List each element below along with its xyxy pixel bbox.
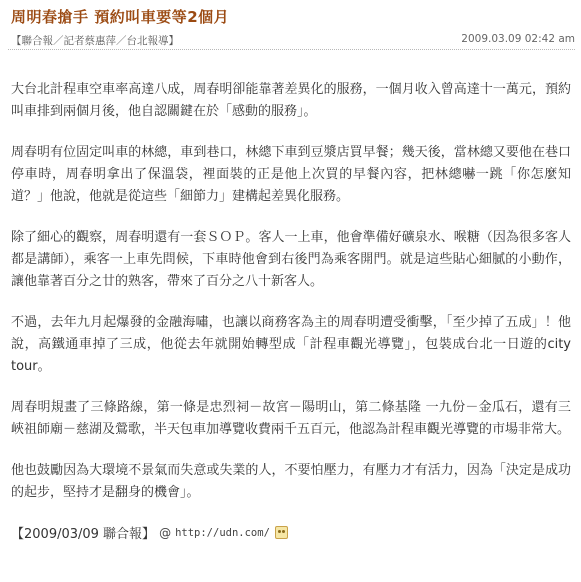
byline-row bbox=[8, 33, 575, 50]
article-byline: 【聯合報／記者蔡惠萍／台北報導】 bbox=[11, 35, 179, 47]
footer-source: 【2009/03/09 聯合報】 bbox=[11, 527, 156, 542]
article-paragraph-2: 周春明有位固定叫車的林總，車到巷口，林總下車到豆漿店買早餐；幾天後，當林總又要他在巷口停車時，周春明拿出了保溫袋，裡面裝的正是他上次買的早餐內容，把林總嚇一跳「你怎麼知道？」他說，他就是從這些「細節力」建構起差異化服務。 bbox=[11, 145, 571, 204]
article-body bbox=[11, 79, 571, 542]
article-paragraph-1: 大台北計程車空車率高達八成，周春明卻能靠著差異化的服務，一個月收入曾高達十一萬元，預約叫車排到兩個月後，他自認關鍵在於「感動的服務」。 bbox=[11, 82, 571, 119]
article-paragraph-6: 他也鼓勵因為大環境不景氣而失意或失業的人，不要怕壓力，有壓力才有活力，因為「決定是成功的起步，堅持才是翻身的機會」。 bbox=[11, 463, 571, 500]
article-timestamp: 2009.03.09 02:42 am bbox=[461, 33, 575, 45]
article-paragraph-5: 周春明規畫了三條路線，第一條是忠烈祠－故宮－陽明山，第二條基隆 一九份－金瓜石，還有三峽祖師廟－慈湖及鶯歌，半天包車加導覽收費兩千五百元，他認為計程車觀光導覽的市場非常大。 bbox=[11, 400, 571, 437]
article-headline: 周明春搶手 預約叫車要等2個月 bbox=[11, 8, 230, 26]
udn-face-icon[interactable] bbox=[275, 526, 288, 539]
article-paragraph-3: 除了細心的觀察，周春明還有一套ＳＯＰ。客人一上車，他會準備好礦泉水、喉糖（因為很多客人都是講師），乘客一上車先問候，下車時他會到右後門為乘客開門。就是這些貼心細膩的小動作，讓他靠著百分之廿的熟客，帶來了百分之八十新客人。 bbox=[11, 230, 571, 289]
article-paragraph-4: 不過，去年九月起爆發的金融海嘯，也讓以商務客為主的周春明遭受衝擊，「至少掉了五成」！他說，高鐵通車掉了三成，他從去年就開始轉型成「計程車觀光導覽」，包裝成台北一日遊的city tour。 bbox=[11, 315, 571, 374]
udn-link[interactable]: http://udn.com/ bbox=[175, 526, 270, 539]
footer-at-symbol: @ bbox=[159, 525, 172, 540]
article-footer bbox=[11, 523, 571, 542]
